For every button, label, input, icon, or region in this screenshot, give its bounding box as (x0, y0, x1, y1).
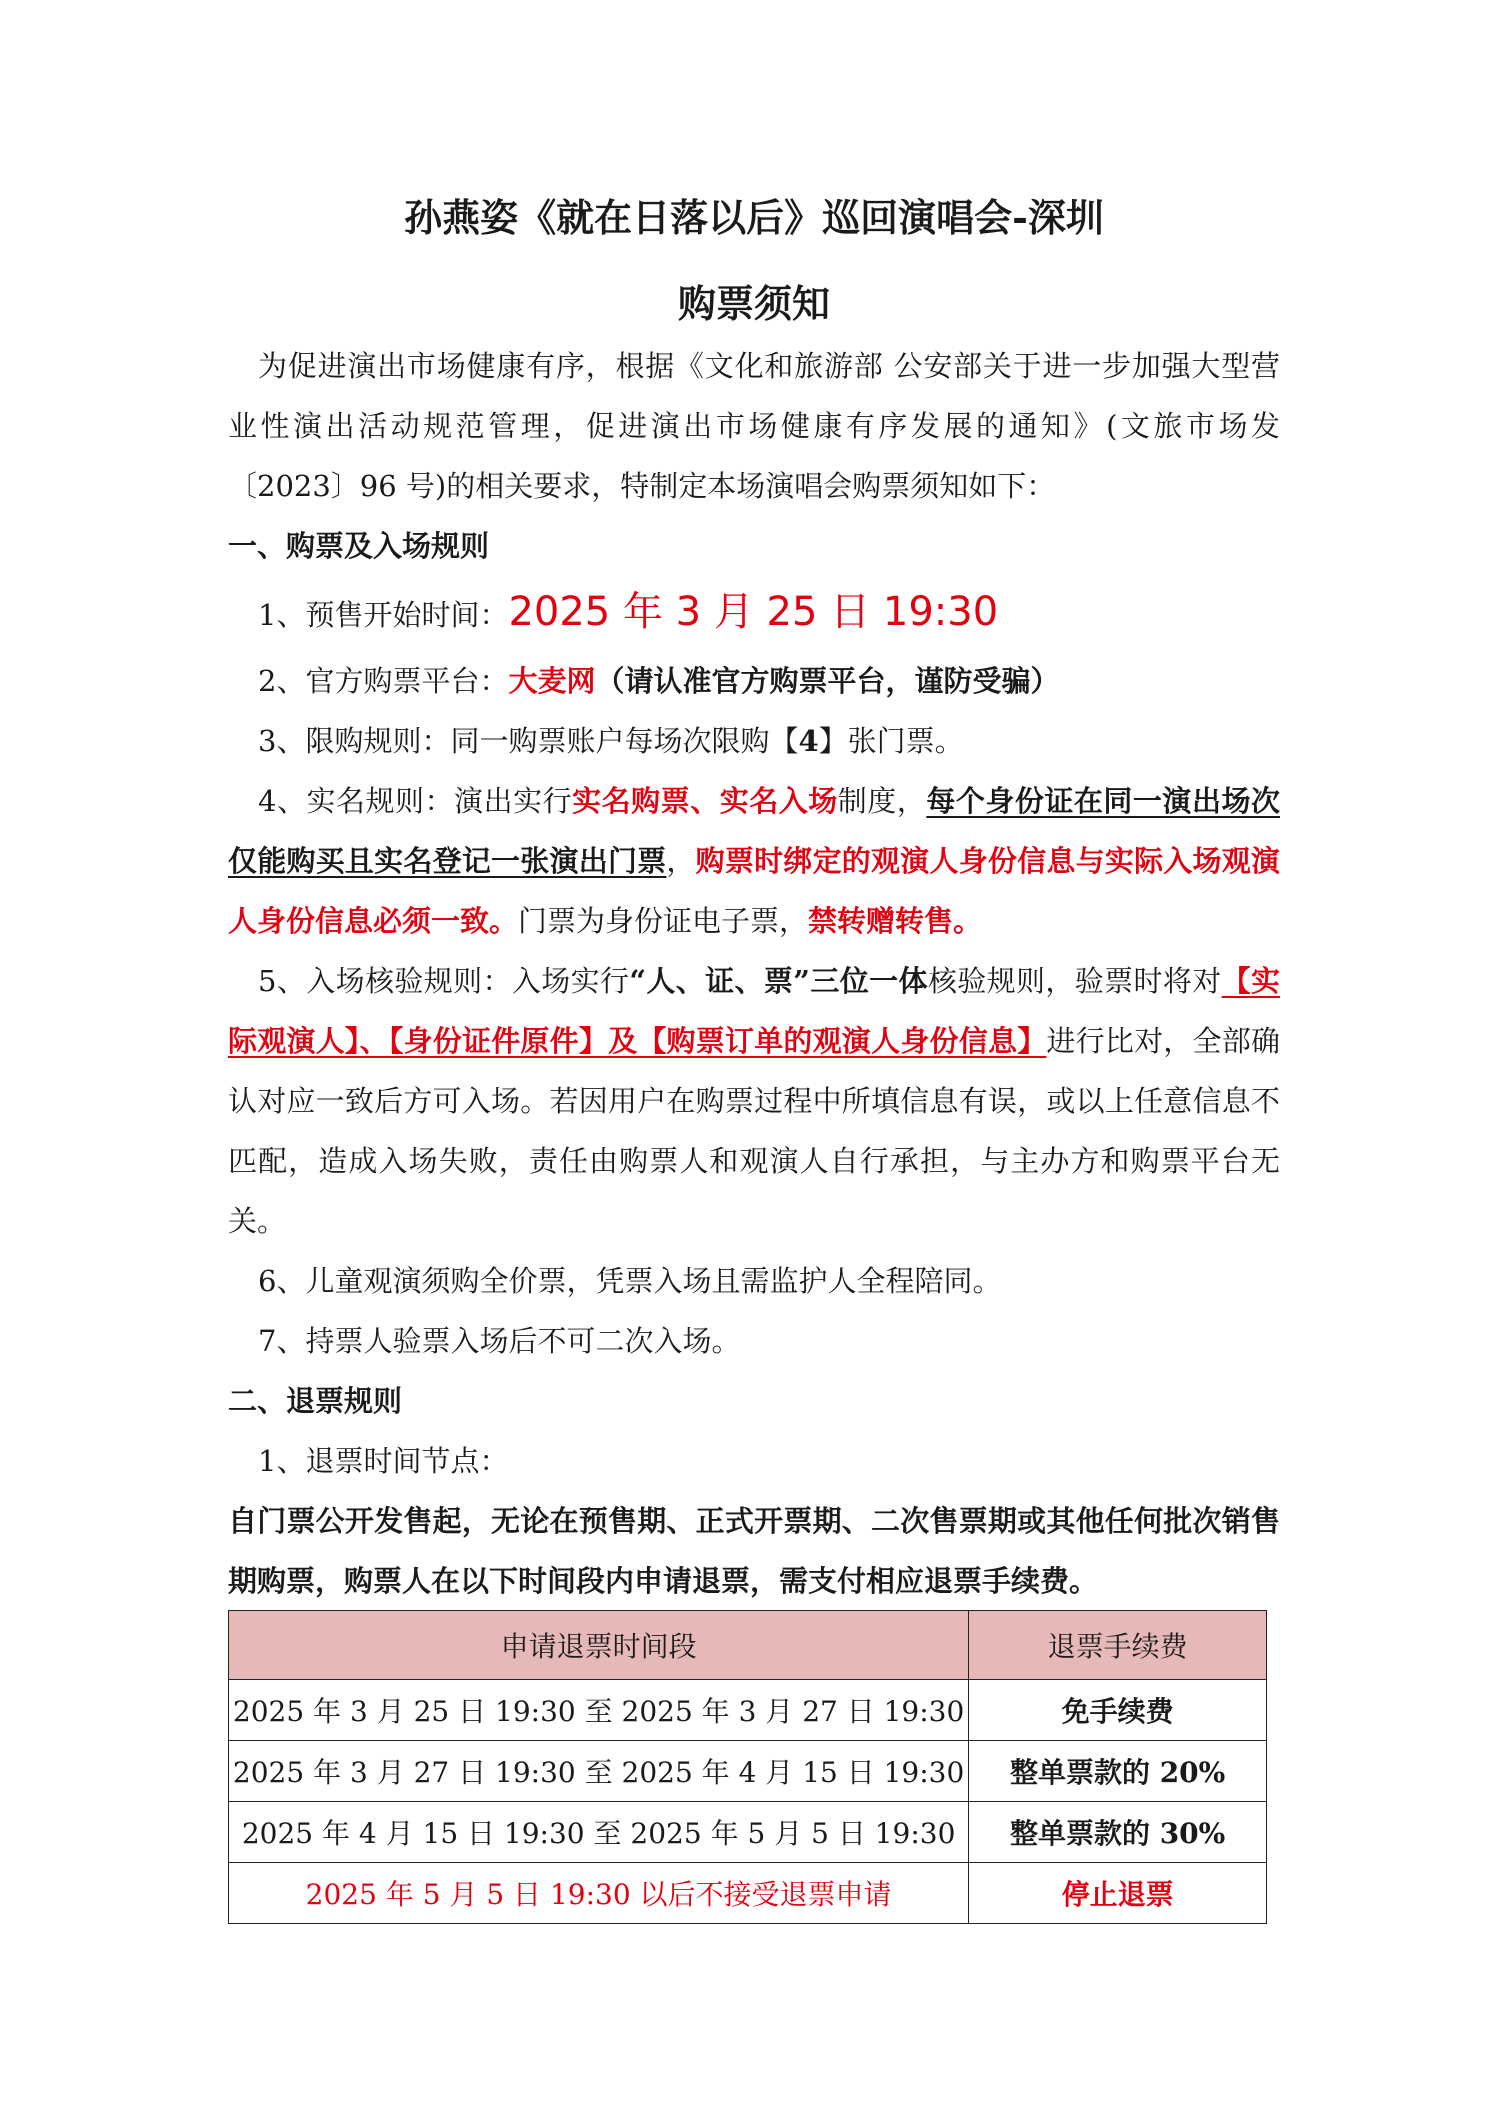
platform-name: 大麦网 (508, 664, 596, 698)
document-subtitle: 购票须知 (677, 281, 830, 326)
entry-highlight: 【实际观演人】、【身份证件原件】及【购票订单的观演人身份信息】 (228, 964, 1280, 1058)
refund-time-label: 1、退票时间节点： (258, 1444, 509, 1478)
row-fee: 整单票款的 30% (969, 1802, 1267, 1863)
row-fee: 停止退票 (969, 1863, 1267, 1924)
real-name-highlight-1: 实名购票、实名入场 (572, 784, 838, 818)
intro-paragraph: 为促进演出市场健康有序，根据《文化和旅游部 公安部关于进一步加强大型营业性演出活动规范管理，促进演出市场健康有序发展的通知》(文旅市场发〔2023〕96 号)的相关要求，特制定本场演唱会购票须知如下： (228, 349, 1280, 503)
entry-bold: “人、证、票”三位一体 (629, 964, 928, 998)
row-period: 2025 年 3 月 25 日 19:30 至 2025 年 3 月 27 日 19:30 (229, 1680, 969, 1741)
entry-text-1: 5、入场核验规则：入场实行 (258, 964, 630, 998)
row-period: 2025 年 3 月 27 日 19:30 至 2025 年 4 月 15 日 19:30 (229, 1741, 969, 1802)
row-period: 2025 年 5 月 5 日 19:30 以后不接受退票申请 (229, 1863, 969, 1924)
real-name-rule (228, 771, 1280, 951)
table-header-row (229, 1611, 1267, 1680)
table-row (229, 1680, 1267, 1741)
row-period: 2025 年 4 月 15 日 19:30 至 2025 年 5 月 5 日 19:30 (229, 1802, 969, 1863)
limit-prefix: 3、限购规则：同一购票账户每场次限购【 (258, 724, 799, 758)
presale-label: 1、预售开始时间： (258, 598, 509, 632)
header-fee: 退票手续费 (969, 1611, 1267, 1680)
table-row (229, 1802, 1267, 1863)
refund-fee-table (228, 1610, 1267, 1924)
real-name-highlight-2: 购票时绑定的观演人身份信息与实际入场观演人身份信息必须一致。 (228, 844, 1280, 938)
platform-line (228, 651, 1280, 711)
limit-suffix: 】张门票。 (818, 724, 964, 758)
reentry-rule: 7、持票人验票入场后不可二次入场。 (258, 1324, 741, 1358)
section2-heading: 二、退票规则 (228, 1384, 403, 1418)
real-name-underlined: 每个身份证在同一演出场次仅能购买且实名登记一张演出门票 (228, 784, 1280, 878)
table-row (229, 1863, 1267, 1924)
platform-note: （请认准官方购票平台，谨防受骗） (595, 664, 1060, 698)
purchase-limit-line (228, 711, 1280, 771)
limit-count: 4 (798, 724, 819, 758)
row-fee: 整单票款的 20% (969, 1741, 1267, 1802)
presale-time-line (228, 576, 1280, 651)
entry-text-2: 核验规则，验票时将对 (927, 964, 1222, 998)
row-fee: 免手续费 (969, 1680, 1267, 1741)
children-rule: 6、儿童观演须购全价票，凭票入场且需监护人全程陪同。 (258, 1264, 1002, 1298)
document-title: 孙燕姿《就在日落以后》巡回演唱会-深圳 (404, 195, 1104, 240)
presale-time-value: 2025 年 3 月 25 日 19:30 (508, 589, 999, 635)
refund-notice: 自门票公开发售起，无论在预售期、正式开票期、二次售票期或其他任何批次销售期购票，购票人在以下时间段内申请退票，需支付相应退票手续费。 (228, 1504, 1280, 1598)
entry-text-3: 进行比对，全部确认对应一致后方可入场。若因用户在购票过程中所填信息有误，或以上任意信息不匹配，造成入场失败，责任由购票人和观演人自行承担，与主办方和购票平台无关。 (228, 1024, 1280, 1238)
entry-verification-rule (228, 951, 1280, 1251)
real-name-text-3: ， (666, 844, 696, 878)
real-name-text-2: 制度， (837, 784, 927, 818)
document-content (228, 190, 1280, 1611)
platform-label: 2、官方购票平台： (258, 664, 509, 698)
real-name-text-4: 门票为身份证电子票， (518, 904, 809, 938)
section1-heading: 一、购票及入场规则 (228, 529, 490, 563)
table-row (229, 1741, 1267, 1802)
header-period: 申请退票时间段 (229, 1611, 969, 1680)
real-name-text-1: 4、实名规则：演出实行 (258, 784, 573, 818)
real-name-highlight-3: 禁转赠转售。 (808, 904, 983, 938)
